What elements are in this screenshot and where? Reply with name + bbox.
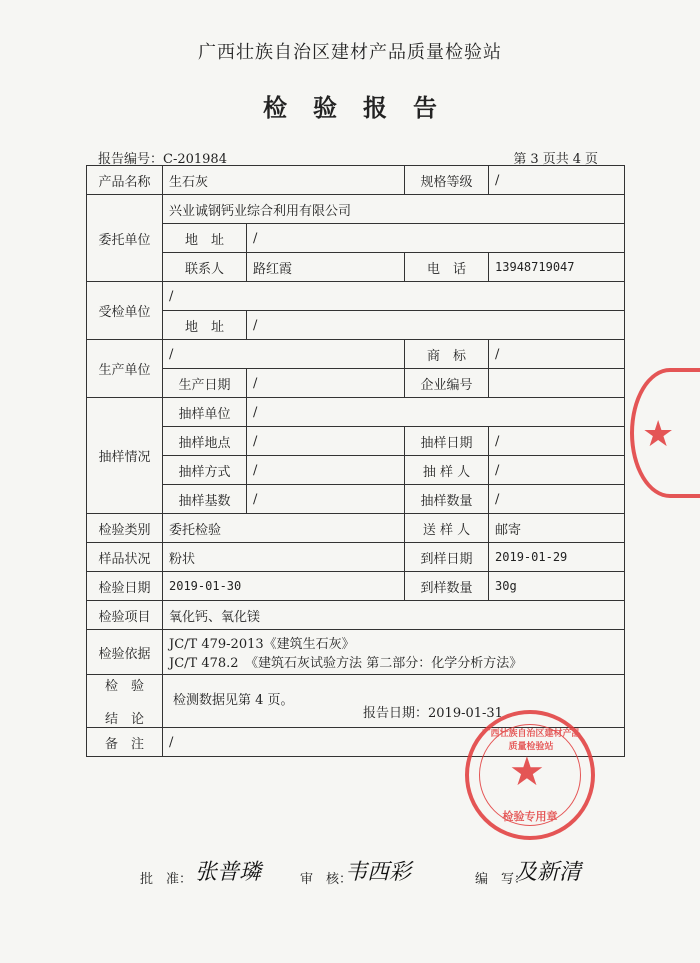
sender-label: 送 样 人 <box>405 514 489 543</box>
client-address-label: 地 址 <box>163 224 247 253</box>
organization-name: 广西壮族自治区建材产品质量检验站 <box>198 42 502 63</box>
remarks-value: / <box>163 728 625 757</box>
sampling-base-value: / <box>247 485 405 514</box>
seal-text: 检验专用章 <box>502 810 558 823</box>
sampler-label: 抽 样 人 <box>405 456 489 485</box>
client-address: / <box>247 224 625 253</box>
client-name: 兴业诚钢钙业综合利用有限公司 <box>163 195 625 224</box>
sampling-method-label: 抽样方式 <box>163 456 247 485</box>
arrival-date-value: 2019-01-29 <box>489 543 625 572</box>
sampling-method-value: / <box>247 456 405 485</box>
conclusion-text: 检测数据见第 4 页。 <box>173 693 294 708</box>
sampling-date-value: / <box>489 427 625 456</box>
prod-date-value: / <box>247 369 405 398</box>
inspection-type-value: 委托检验 <box>163 514 405 543</box>
contact-label: 联系人 <box>163 253 247 282</box>
basis-label: 检验依据 <box>87 630 163 675</box>
star-icon: ★ <box>509 749 545 795</box>
product-name: 生石灰 <box>163 166 405 195</box>
enterprise-code-value <box>489 369 625 398</box>
items-value: 氧化钙、氧化镁 <box>163 601 625 630</box>
basis-line-1: JC/T 479-2013《建筑生石灰》 <box>169 637 355 652</box>
approve-signature: 张普璘 <box>195 860 262 885</box>
basis-line-2: JC/T 478.2 《建筑石灰试验方法 第二部分：化学分析方法》 <box>169 656 523 671</box>
sampling-place-label: 抽样地点 <box>163 427 247 456</box>
sampler-value: / <box>489 456 625 485</box>
author-signature: 及新清 <box>515 860 582 885</box>
inspection-type-label: 检验类别 <box>87 514 163 543</box>
report-number: 报告编号：C-201984 <box>98 152 227 167</box>
approve-label: 批 准： <box>140 872 193 887</box>
spec-label: 规格等级 <box>405 166 489 195</box>
sampling-label: 抽样情况 <box>87 398 163 514</box>
page-indicator: 第 3 页共 4 页 <box>513 152 598 167</box>
author-label: 编 写： <box>475 872 528 887</box>
review-signature: 韦西彩 <box>345 860 412 885</box>
inspected-address: / <box>247 311 625 340</box>
items-label: 检验项目 <box>87 601 163 630</box>
page-current: 3 <box>530 152 539 167</box>
sampling-qty-value: / <box>489 485 625 514</box>
sampling-place-value: / <box>247 427 405 456</box>
report-title: 检验报告 <box>263 93 463 122</box>
sampling-unit-value: / <box>247 398 625 427</box>
sampling-date-label: 抽样日期 <box>405 427 489 456</box>
inspection-date-label: 检验日期 <box>87 572 163 601</box>
phone-value: 13948719047 <box>489 253 625 282</box>
trademark-label: 商 标 <box>405 340 489 369</box>
remarks-label: 备 注 <box>87 728 163 757</box>
contact-value: 路红霞 <box>247 253 405 282</box>
report-table <box>86 165 625 757</box>
report-date: 报告日期：2019-01-31 <box>363 706 503 721</box>
inspected-name: / <box>163 282 625 311</box>
producer-value: / <box>163 340 405 369</box>
sender-value: 邮寄 <box>489 514 625 543</box>
page-total: 4 <box>572 152 581 167</box>
trademark-value: / <box>489 340 625 369</box>
sampling-base-label: 抽样基数 <box>163 485 247 514</box>
review-label: 审 核： <box>300 872 353 887</box>
arrival-date-label: 到样日期 <box>405 543 489 572</box>
prod-date-label: 生产日期 <box>163 369 247 398</box>
arrival-qty-label: 到样数量 <box>405 572 489 601</box>
spec-value: / <box>489 166 625 195</box>
official-seal <box>465 710 595 840</box>
conclusion-label: 检 验 结 论 <box>87 675 163 728</box>
product-name-label: 产品名称 <box>87 166 163 195</box>
basis-value <box>163 630 625 675</box>
enterprise-code-label: 企业编号 <box>405 369 489 398</box>
phone-label: 电 话 <box>405 253 489 282</box>
producer-label: 生产单位 <box>87 340 163 398</box>
edge-seal <box>630 368 700 498</box>
seal-top-text: 广西壮族自治区建材产品质量检验站 <box>481 729 581 752</box>
inspection-date-value: 2019-01-30 <box>163 572 405 601</box>
sample-state-label: 样品状况 <box>87 543 163 572</box>
sample-state-value: 粉状 <box>163 543 405 572</box>
client-label: 委托单位 <box>87 195 163 282</box>
inspected-address-label: 地 址 <box>163 311 247 340</box>
star-icon: ★ <box>642 414 675 455</box>
sampling-unit-label: 抽样单位 <box>163 398 247 427</box>
sampling-qty-label: 抽样数量 <box>405 485 489 514</box>
inspected-label: 受检单位 <box>87 282 163 340</box>
arrival-qty-value: 30g <box>489 572 625 601</box>
